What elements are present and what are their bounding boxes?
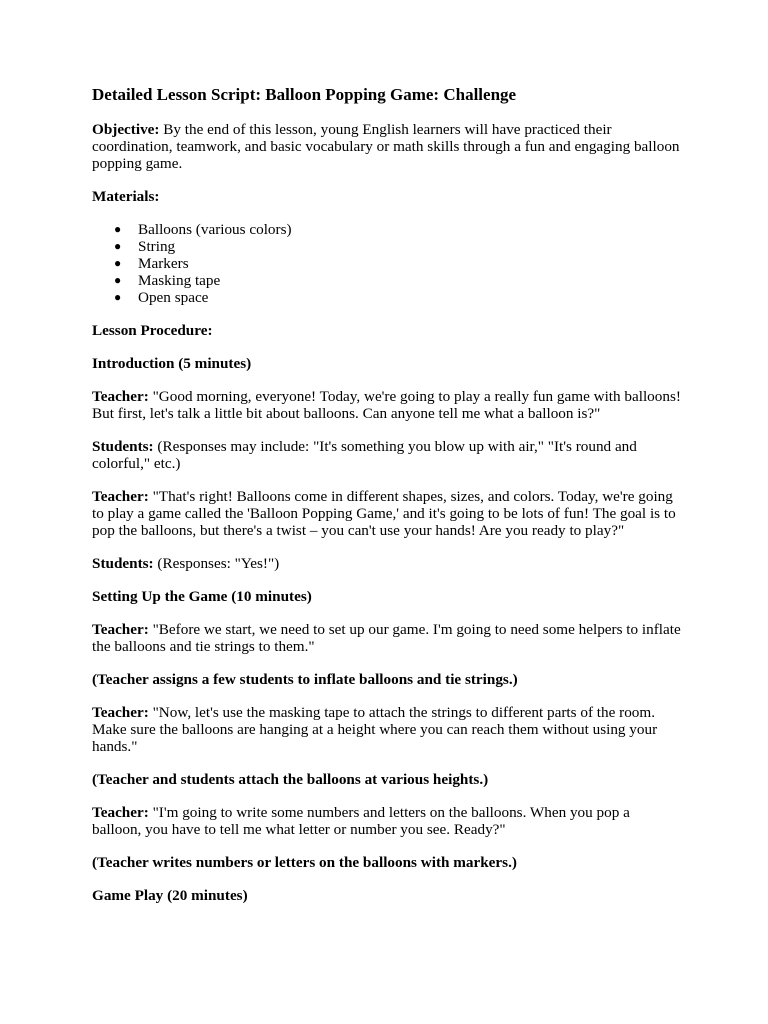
- list-item: [114, 221, 682, 238]
- intro-heading-text: Introduction (5 minutes): [92, 355, 252, 372]
- stage-direction: [92, 671, 682, 688]
- list-item-text: Open space: [138, 289, 209, 306]
- stage-direction-text: (Teacher and students attach the balloons at various heights.): [92, 771, 489, 788]
- list-item: [114, 272, 682, 289]
- dialogue-paragraph: [92, 488, 682, 539]
- stage-direction-text: (Teacher assigns a few students to inflate balloons and tie strings.): [92, 671, 518, 688]
- setup-heading-text: Setting Up the Game (10 minutes): [92, 588, 312, 605]
- dialogue-text: "I'm going to write some numbers and letters on the balloons. When you pop a balloon, you have to tell me what letter or number you see. Ready?": [92, 804, 630, 838]
- dialogue-text: "Before we start, we need to set up our game. I'm going to need some helpers to inflate the balloons and tie strings to them.": [92, 621, 681, 655]
- list-item-text: String: [138, 238, 176, 255]
- list-item-text: Masking tape: [138, 272, 221, 289]
- objective-text: By the end of this lesson, young English learners will have practiced their coordination, teamwork, and basic vocabulary or math skills through a fun and engaging balloon popping game.: [92, 121, 680, 172]
- list-item-text: Markers: [138, 255, 189, 272]
- speaker-label: Students:: [92, 555, 154, 572]
- gameplay-heading: [92, 887, 682, 904]
- list-item: [114, 238, 682, 255]
- bullet-icon: ●: [114, 273, 122, 287]
- document-title: Detailed Lesson Script: Balloon Popping Game: Challenge: [92, 85, 517, 104]
- gameplay-heading-text: Game Play (20 minutes): [92, 887, 248, 904]
- dialogue-paragraph: [92, 804, 682, 838]
- speaker-label: Teacher:: [92, 704, 149, 721]
- materials-list: [92, 221, 682, 306]
- speaker-label: Teacher:: [92, 804, 149, 821]
- bullet-icon: ●: [114, 256, 122, 270]
- dialogue-paragraph: [92, 388, 682, 422]
- speaker-label: Teacher:: [92, 388, 149, 405]
- bullet-icon: ●: [114, 222, 122, 236]
- dialogue-paragraph: [92, 704, 682, 755]
- speaker-label: Teacher:: [92, 488, 149, 505]
- materials-heading: [92, 188, 682, 205]
- dialogue-text: (Responses may include: "It's something you blow up with air," "It's round and colorful," etc.): [92, 438, 637, 472]
- stage-direction: [92, 854, 682, 871]
- dialogue-text: "Good morning, everyone! Today, we're going to play a really fun game with balloons! But first, let's talk a little bit about balloons. Can anyone tell me what a balloon is?": [92, 388, 681, 422]
- list-item: [114, 289, 682, 306]
- dialogue-text: (Responses: "Yes!"): [153, 555, 280, 572]
- dialogue-paragraph: [92, 555, 682, 572]
- objective-paragraph: [92, 121, 682, 172]
- speaker-label: Students:: [92, 438, 154, 455]
- bullet-icon: ●: [114, 239, 122, 253]
- dialogue-paragraph: [92, 438, 682, 472]
- dialogue-text: "Now, let's use the masking tape to attach the strings to different parts of the room. Make sure the balloons are hanging at a height where you can reach them without using your hands.": [92, 704, 658, 755]
- setup-heading: [92, 588, 682, 605]
- objective-label: Objective:: [92, 121, 160, 138]
- document-page: [92, 85, 682, 920]
- stage-direction-text: (Teacher writes numbers or letters on the balloons with markers.): [92, 854, 517, 871]
- dialogue-text: "That's right! Balloons come in different shapes, sizes, and colors. Today, we're going to play a game called the 'Balloon Popping Game,' and it's going to be lots of fun! The goal is to pop the balloons, but there's a twist – you can't use your hands! Are you ready to play?": [92, 488, 676, 539]
- procedure-heading-text: Lesson Procedure:: [92, 322, 213, 339]
- speaker-label: Teacher:: [92, 621, 149, 638]
- dialogue-paragraph: [92, 621, 682, 655]
- intro-heading: [92, 355, 682, 372]
- stage-direction: [92, 771, 682, 788]
- list-item: [114, 255, 682, 272]
- bullet-icon: ●: [114, 290, 122, 304]
- list-item-text: Balloons (various colors): [138, 221, 292, 238]
- materials-heading-text: Materials:: [92, 188, 160, 205]
- procedure-heading: [92, 322, 682, 339]
